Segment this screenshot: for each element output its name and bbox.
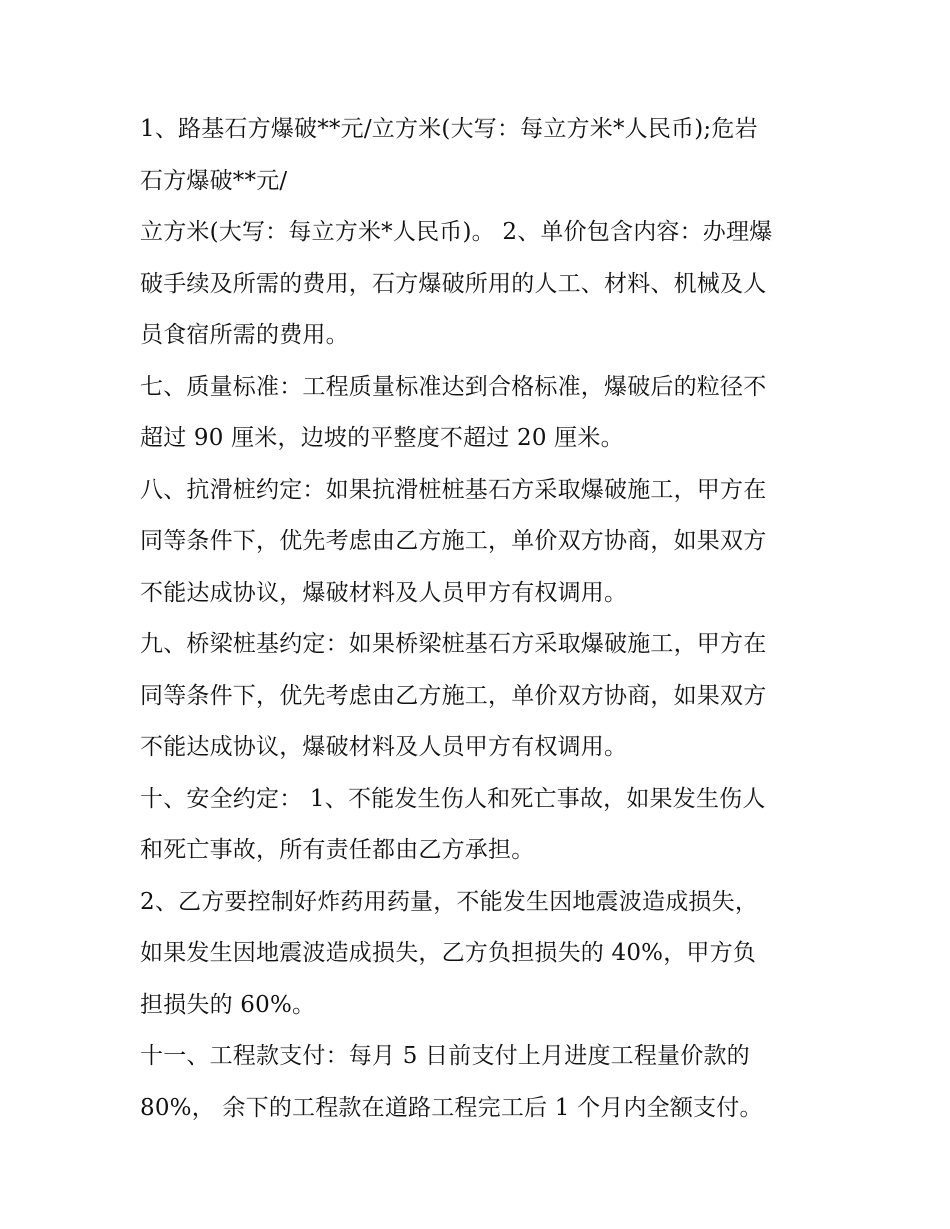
- text-line: 破手续及所需的费用，石方爆破所用的人工、材料、机械及人: [140, 270, 767, 297]
- document-body: [140, 104, 830, 1134]
- text-line: 九、桥梁桩基约定：如果桥梁桩基石方采取爆破施工，甲方在: [140, 631, 767, 657]
- text-line: 担损失的 60%。: [140, 991, 316, 1018]
- text-line: 八、抗滑桩约定：如果抗滑桩桩基石方采取爆破施工，甲方在: [140, 476, 767, 503]
- text-line: 不能达成协议，爆破材料及人员甲方有权调用。: [140, 579, 628, 606]
- text-line: 同等条件下，优先考虑由乙方施工，单价双方协商，如果双方: [140, 682, 767, 709]
- text-line: 80%， 余下的工程款在道路工程完工后 1 个月内全额支付。: [140, 1094, 763, 1121]
- text-line: 不能达成协议，爆破材料及人员甲方有权调用。: [140, 734, 628, 760]
- text-line: 超过 90 厘米，边坡的平整度不超过 20 厘米。: [140, 425, 624, 451]
- text-line: 员食宿所需的费用。: [140, 322, 349, 348]
- text-line: 十、安全约定： 1、不能发生伤人和死亡事故，如果发生伤人: [140, 785, 766, 812]
- text-line: 七、质量标准：工程质量标准达到合格标准，爆破后的粒径不: [140, 373, 767, 400]
- text-line: 石方爆破**元/: [140, 167, 288, 194]
- text-line: 1、路基石方爆破**元/立方米(大写：每立方米*人民币);危岩: [140, 116, 758, 142]
- text-line: 立方米(大写：每立方米*人民币)。 2、单价包含内容：办理爆: [140, 219, 773, 245]
- text-line: 十一、工程款支付：每月 5 日前支付上月进度工程量价款的: [140, 1043, 750, 1069]
- text-line: 和死亡事故，所有责任都由乙方承担。: [140, 837, 535, 863]
- text-line: 如果发生因地震波造成损失，乙方负担损失的 40%，甲方负: [140, 940, 757, 966]
- text-line: 2、乙方要控制好炸药用药量，不能发生因地震波造成损失，: [140, 888, 759, 915]
- text-line: 同等条件下，优先考虑由乙方施工，单价双方协商，如果双方: [140, 528, 767, 554]
